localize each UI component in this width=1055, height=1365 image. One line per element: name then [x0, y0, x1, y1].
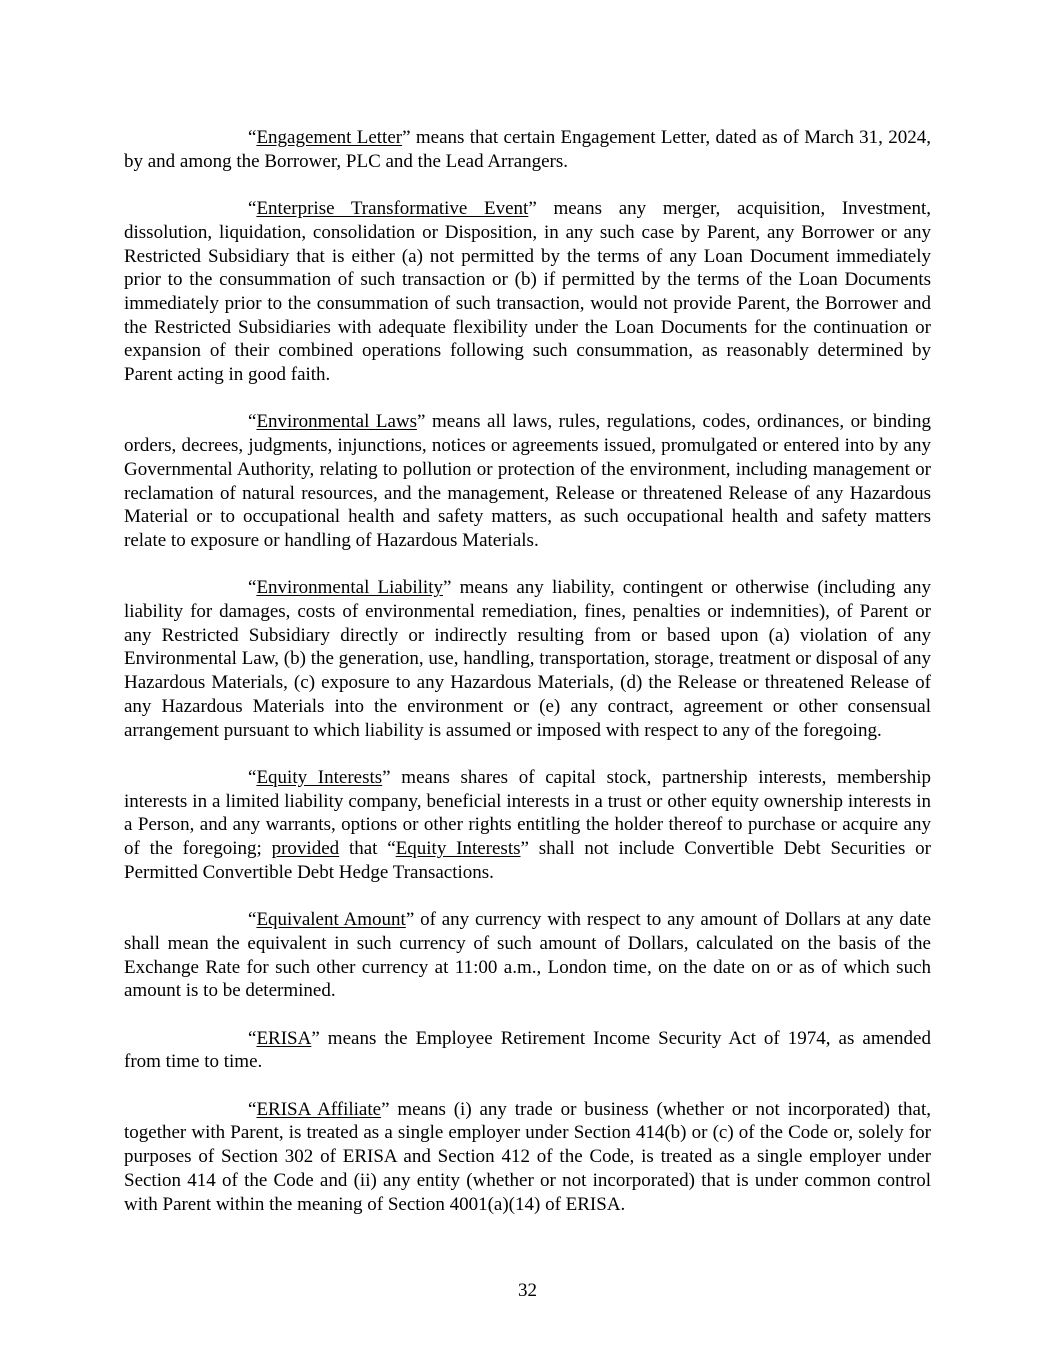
defined-term: Environmental Liability	[256, 577, 443, 599]
definition-text: ” means (i) any trade or business (whether or not incorporated) that, together with Parent, is treated as a single employer under Section 414(b) or (c) of the Code or, solely for purposes of Section 302 of ERISA and Section 412 of the Code, is treated as a single employer under Section 414 of the Code and (ii) any entity (whether or not incorporated) that is under common control with Parent within the meaning of Section 4001(a)(14) of ERISA.	[124, 1098, 931, 1215]
defined-term: ERISA	[256, 1027, 312, 1049]
defined-term: Engagement Letter	[256, 127, 403, 148]
page-number: 32	[518, 1280, 537, 1301]
definition-text: ” shall not include Convertible Debt Securities or Permitted Convertible Debt Hedge Transactions.	[124, 838, 931, 883]
quote: “	[248, 411, 257, 433]
definition-text: ” means any liability, contingent or otherwise (including any liability for damages, costs of environmental remediation, fines, penalties or indemnities), of Parent or any Restricted Subsidiary directly or indirectly resulting from or based upon (a) violation of any Environmental Law, (b) the generation, use, handling, transportation, storage, treatment or disposal of any Hazardous Materials, (c) exposure to any Hazardous Materials, (d) the Release or threatened Release of any Hazardous Materials into the environment or (e) any contract, agreement or other consensual arrangement pursuant to which liability is assumed or imposed with respect to any of the foregoing.	[124, 577, 931, 741]
definition-environmental-laws	[124, 410, 931, 552]
defined-term: Equity Interests	[256, 766, 383, 788]
proviso-term: provided	[271, 838, 340, 860]
defined-term: Enterprise Transformative Event	[256, 198, 529, 220]
definition-erisa-affiliate	[124, 1098, 931, 1217]
quote: “	[248, 909, 257, 931]
quote: “	[248, 766, 257, 788]
definition-enterprise-transformative-event	[124, 197, 931, 387]
quote: “	[248, 127, 257, 148]
quote: “	[248, 1027, 257, 1049]
definition-text: ” means the Employee Retirement Income Security Act of 1974, as amended from time to time.	[124, 1027, 931, 1073]
definition-engagement-letter	[124, 126, 931, 173]
definition-text: that “	[339, 838, 396, 860]
definition-erisa	[124, 1027, 931, 1074]
definition-text: ” of any currency with respect to any amount of Dollars at any date shall mean the equivalent in such currency of such amount of Dollars, calculated on the basis of the Exchange Rate for such other currency at 11:00 a.m., London time, on the date on or as of which such amount is to be determined.	[124, 909, 931, 1002]
definition-equity-interests	[124, 766, 931, 885]
defined-term: Environmental Laws	[256, 411, 418, 433]
definition-equivalent-amount	[124, 908, 931, 1003]
definition-environmental-liability	[124, 576, 931, 742]
document-body	[124, 126, 931, 1240]
quote: “	[248, 577, 257, 599]
definition-text: ” means all laws, rules, regulations, codes, ordinances, or binding orders, decrees, judgments, injunctions, notices or agreements issued, promulgated or entered into by any Governmental Authority, relating to pollution or protection of the environment, including management or reclamation of natural resources, and the management, Release or threatened Release of any Hazardous Material or to occupational health and safety matters, as such occupational health and safety matters relate to exposure or handling of Hazardous Materials.	[124, 411, 931, 551]
defined-term: Equivalent Amount	[256, 909, 406, 931]
definition-text: ” means shares of capital stock, partnership interests, membership interests in a limited liability company, beneficial interests in a trust or other equity ownership interests in a Person, and any warrants, options or other rights entitling the holder thereof to purchase or acquire any of the foregoing;	[124, 766, 931, 860]
definition-text: ” means that certain Engagement Letter, dated as of March 31, 2024, by and among the Borrower, PLC and the Lead Arrangers.	[124, 127, 932, 172]
quote: “	[248, 198, 257, 220]
quote: “	[248, 1098, 257, 1120]
defined-term: ERISA Affiliate	[256, 1098, 382, 1120]
definition-text: ” means any merger, acquisition, Investment, dissolution, liquidation, consolidation or Disposition, in any such case by Parent, any Borrower or any Restricted Subsidiary that is either (a) not permitted by the terms of any Loan Document immediately prior to the consummation of such transaction or (b) if permitted by the terms of the Loan Documents immediately prior to the consummation of such transaction, would not provide Parent, the Borrower and the Restricted Subsidiaries with adequate flexibility under the Loan Documents for the continuation or expansion of their combined operations following such consummation, as reasonably determined by Parent acting in good faith.	[124, 198, 931, 386]
defined-term: Equity Interests	[395, 838, 521, 860]
